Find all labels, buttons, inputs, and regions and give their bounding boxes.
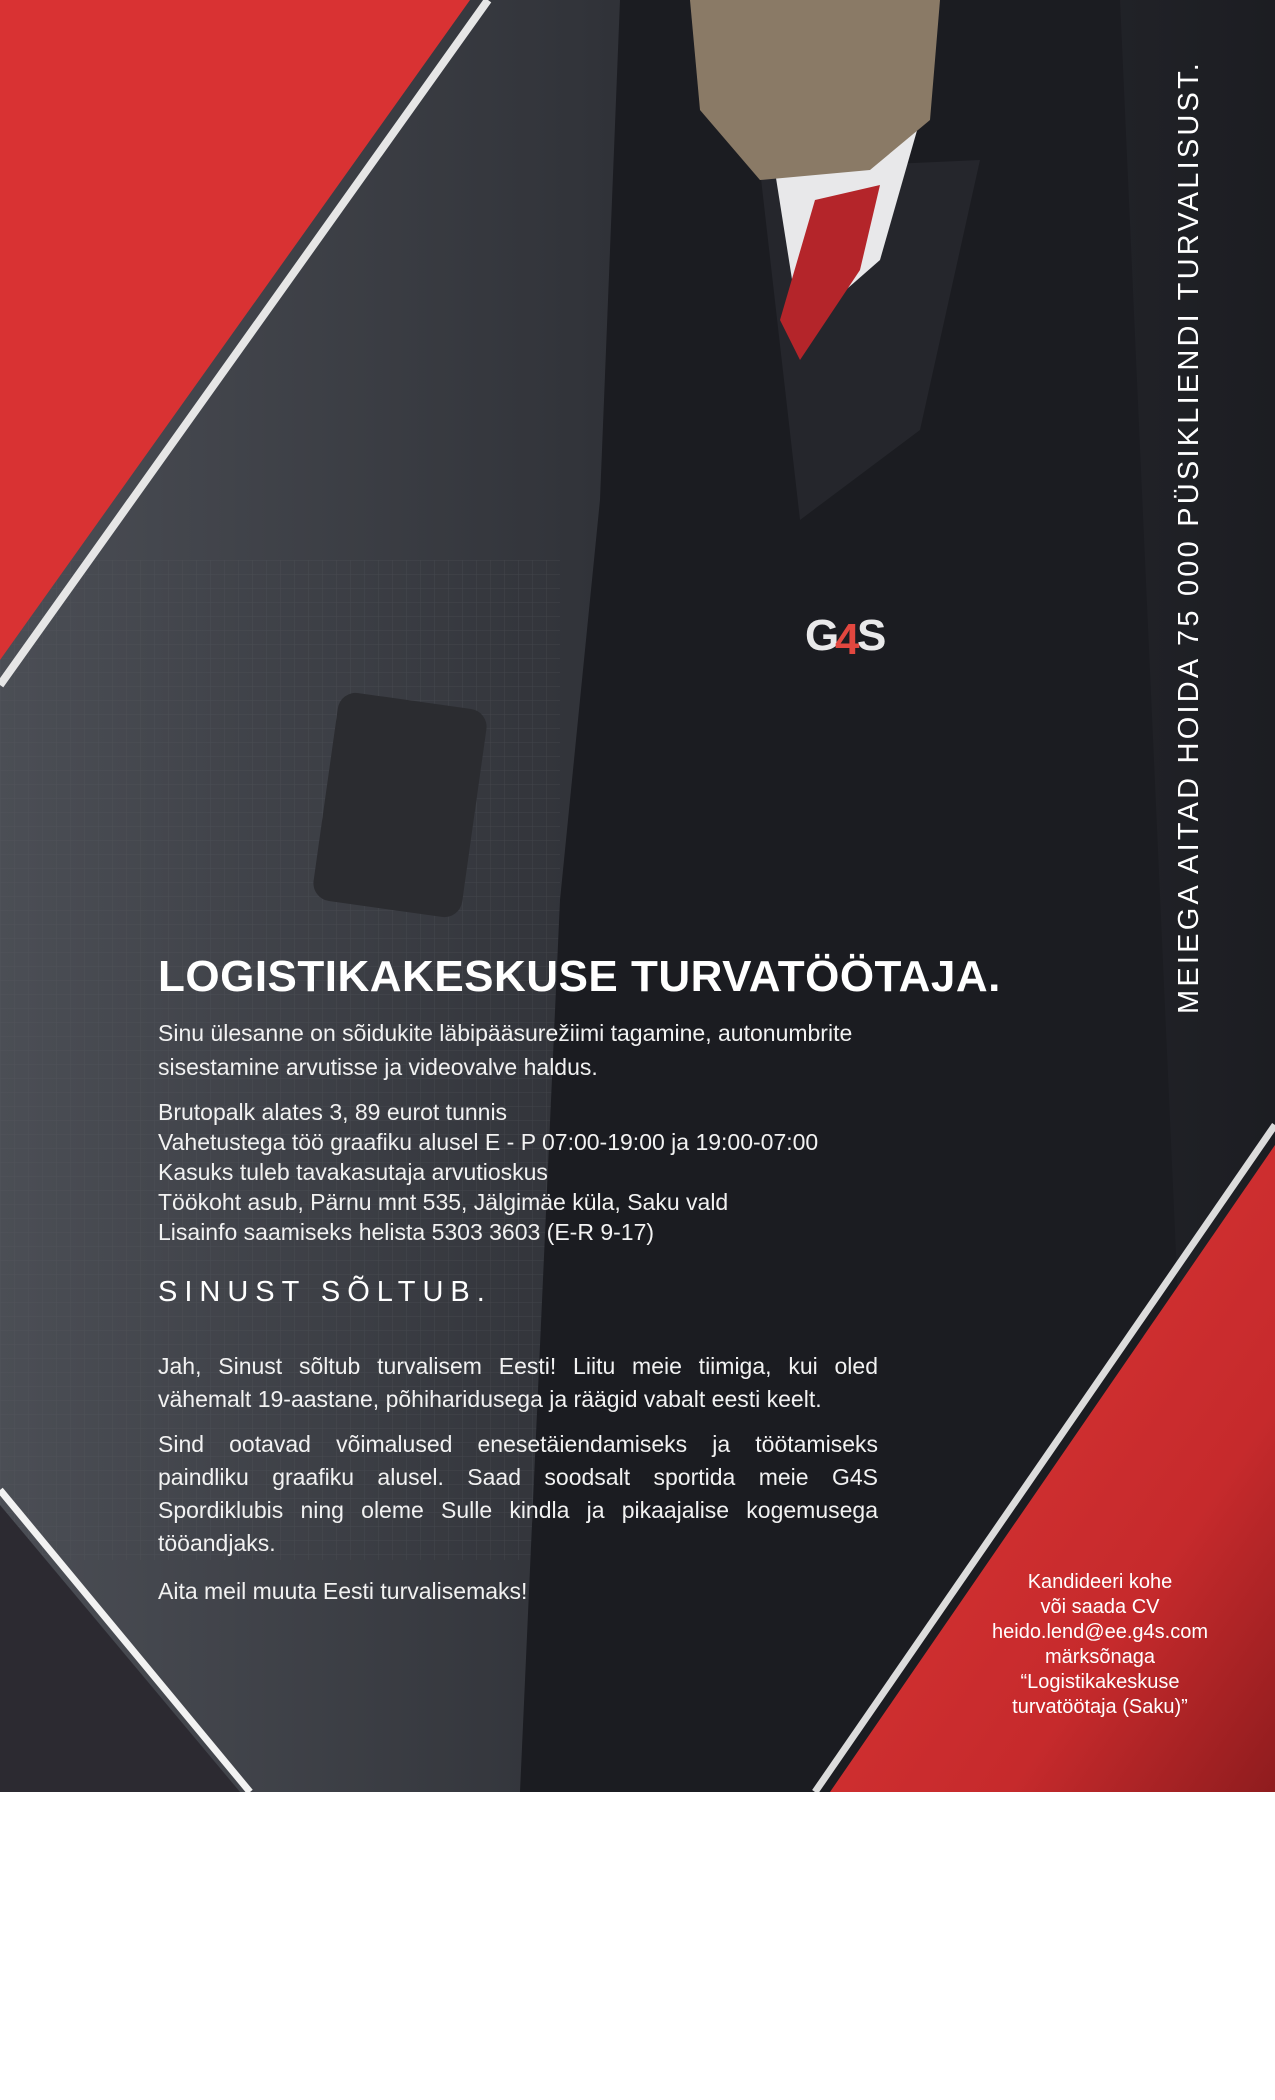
job-intro: Sinu ülesanne on sõidukite läbipääsurežiimi tagamine, autonumbrite sisestamine arvutisse ja videovalve haldus. [158, 1020, 853, 1080]
benefits-paragraph: Sind ootavad võimalused enesetäiendamiseks ja töötamiseks paindliku graafiku alusel. Saad soodsalt sportida meie G4S Spordiklubis ning oleme Sulle kindla ja pikaajalise kogemusega tööandjaks. [158, 1431, 878, 1556]
page-title: LOGISTIKAKESKUSE TURVATÖÖTAJA. [158, 952, 1001, 1001]
svg-text:G: G [805, 611, 840, 660]
svg-text:S: S [857, 611, 887, 660]
svg-text:4: 4 [835, 615, 860, 664]
job-details-list [158, 1097, 958, 1247]
apply-line: “Logistikakeskuse [1020, 1671, 1180, 1693]
closing-line: Aita meil muuta Eesti turvalisemaks! [158, 1578, 528, 1604]
apply-line: märksõnaga [1044, 1646, 1156, 1668]
apply-email-link[interactable]: heido.lend@ee.g4s.com [992, 1621, 1208, 1643]
detail-skills: Kasuks tuleb tavakasutaja arvutioskus [158, 1159, 548, 1185]
detail-schedule: Vahetustega töö graafiku alusel E - P 07:00-19:00 ja 19:00-07:00 [158, 1129, 819, 1155]
section-title: SINUST SÕLTUB. [158, 1276, 492, 1308]
apply-line: Kandideeri kohe [1027, 1571, 1173, 1593]
detail-salary: Brutopalk alates 3, 89 eurot tunnis [158, 1099, 508, 1125]
vertical-tagline: MEIEGA AITAD HOIDA 75 000 PÜSIKLIENDI TURVALISUST. [1173, 59, 1205, 1014]
requirements-paragraph: Jah, Sinust sõltub turvalisem Eesti! Liitu meie tiimiga, kui oled vähemalt 19-aastane, põhiharidusega ja räägid vabalt eesti keelt. [158, 1353, 878, 1412]
detail-location: Töökoht asub, Pärnu mnt 535, Jälgimäe küla, Saku vald [158, 1189, 729, 1215]
handheld-device [311, 691, 489, 920]
g4s-logo [805, 611, 886, 664]
blank-area [0, 1792, 1275, 2100]
apply-line: turvatöötaja (Saku)” [1012, 1696, 1188, 1718]
detail-contact: Lisainfo saamiseks helista 5303 3603 (E-R 9-17) [158, 1219, 655, 1245]
apply-box [950, 1570, 1250, 1720]
apply-line: või saada CV [1040, 1596, 1160, 1618]
